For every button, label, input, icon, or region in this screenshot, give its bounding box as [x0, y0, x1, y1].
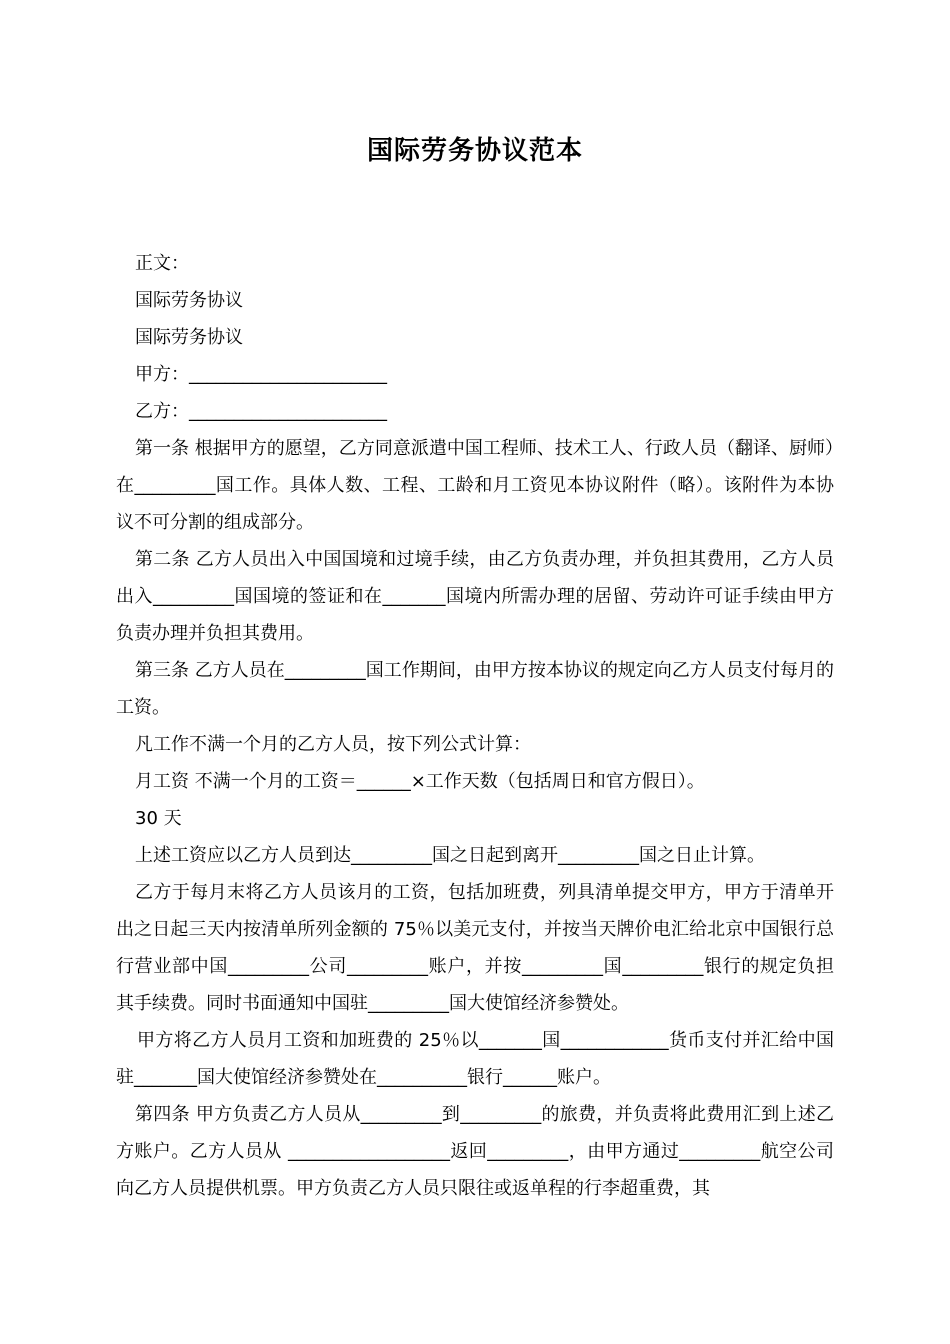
- article-2: 第二条 乙方人员出入中国国境和过境手续，由乙方负责办理，并负担其费用，乙方人员出入_________国国境的签证和在_______国境内所需办理的居留、劳动许可证手续由甲方负责办理并负担其费用。: [116, 549, 834, 644]
- paragraph-zhengwen: 正文：: [135, 253, 189, 274]
- formula-line: 月工资 不满一个月的工资＝______×工作天数（包括周日和官方假日）。: [135, 771, 705, 792]
- wage-payment-25: 甲方将乙方人员月工资和加班费的 25％以_______国____________货币支付并汇给中国驻_______国大使馆经济参赞处在__________银行______账户。: [116, 1030, 834, 1088]
- article-4: 第四条 甲方负责乙方人员从_________到_________的旅费，并负责将此费用汇到上述乙方账户。乙方人员从 __________________返回_________，由甲方通过_________航空公司向乙方人员提供机票。甲方负责乙方人员只限往或返单程的行李超重费，其: [116, 1104, 834, 1199]
- party-b-line: 乙方：______________________: [135, 401, 387, 422]
- document-body: [116, 245, 834, 1207]
- document-title: 国际劳务协议范本: [366, 136, 583, 166]
- article-1: 第一条 根据甲方的愿望，乙方同意派遣中国工程师、技术工人、行政人员（翻译、厨师）在_________国工作。具体人数、工程、工龄和月工资见本协议附件（略）。该附件为本协议不可分割的组成部分。: [116, 438, 834, 533]
- wage-payment-75: 乙方于每月末将乙方人员该月的工资，包括加班费，列具清单提交甲方，甲方于清单开出之日起三天内按清单所列金额的 75％以美元支付，并按当天牌价电汇给北京中国银行总行营业部中国_________公司_________账户，并按_________国_________银行的规定负担其手续费。同时书面通知中国驻_________国大使馆经济参赞处。: [116, 882, 834, 1014]
- formula-intro: 凡工作不满一个月的乙方人员，按下列公式计算：: [135, 734, 531, 755]
- wage-period: 上述工资应以乙方人员到达_________国之日起到离开_________国之日止计算。: [135, 845, 765, 866]
- party-a-line: 甲方：______________________: [135, 364, 387, 385]
- formula-denominator: 30 天: [135, 808, 182, 829]
- paragraph-heading-2: 国际劳务协议: [135, 327, 243, 348]
- paragraph-heading-1: 国际劳务协议: [135, 290, 243, 311]
- article-3: 第三条 乙方人员在_________国工作期间，由甲方按本协议的规定向乙方人员支付每月的工资。: [116, 660, 834, 718]
